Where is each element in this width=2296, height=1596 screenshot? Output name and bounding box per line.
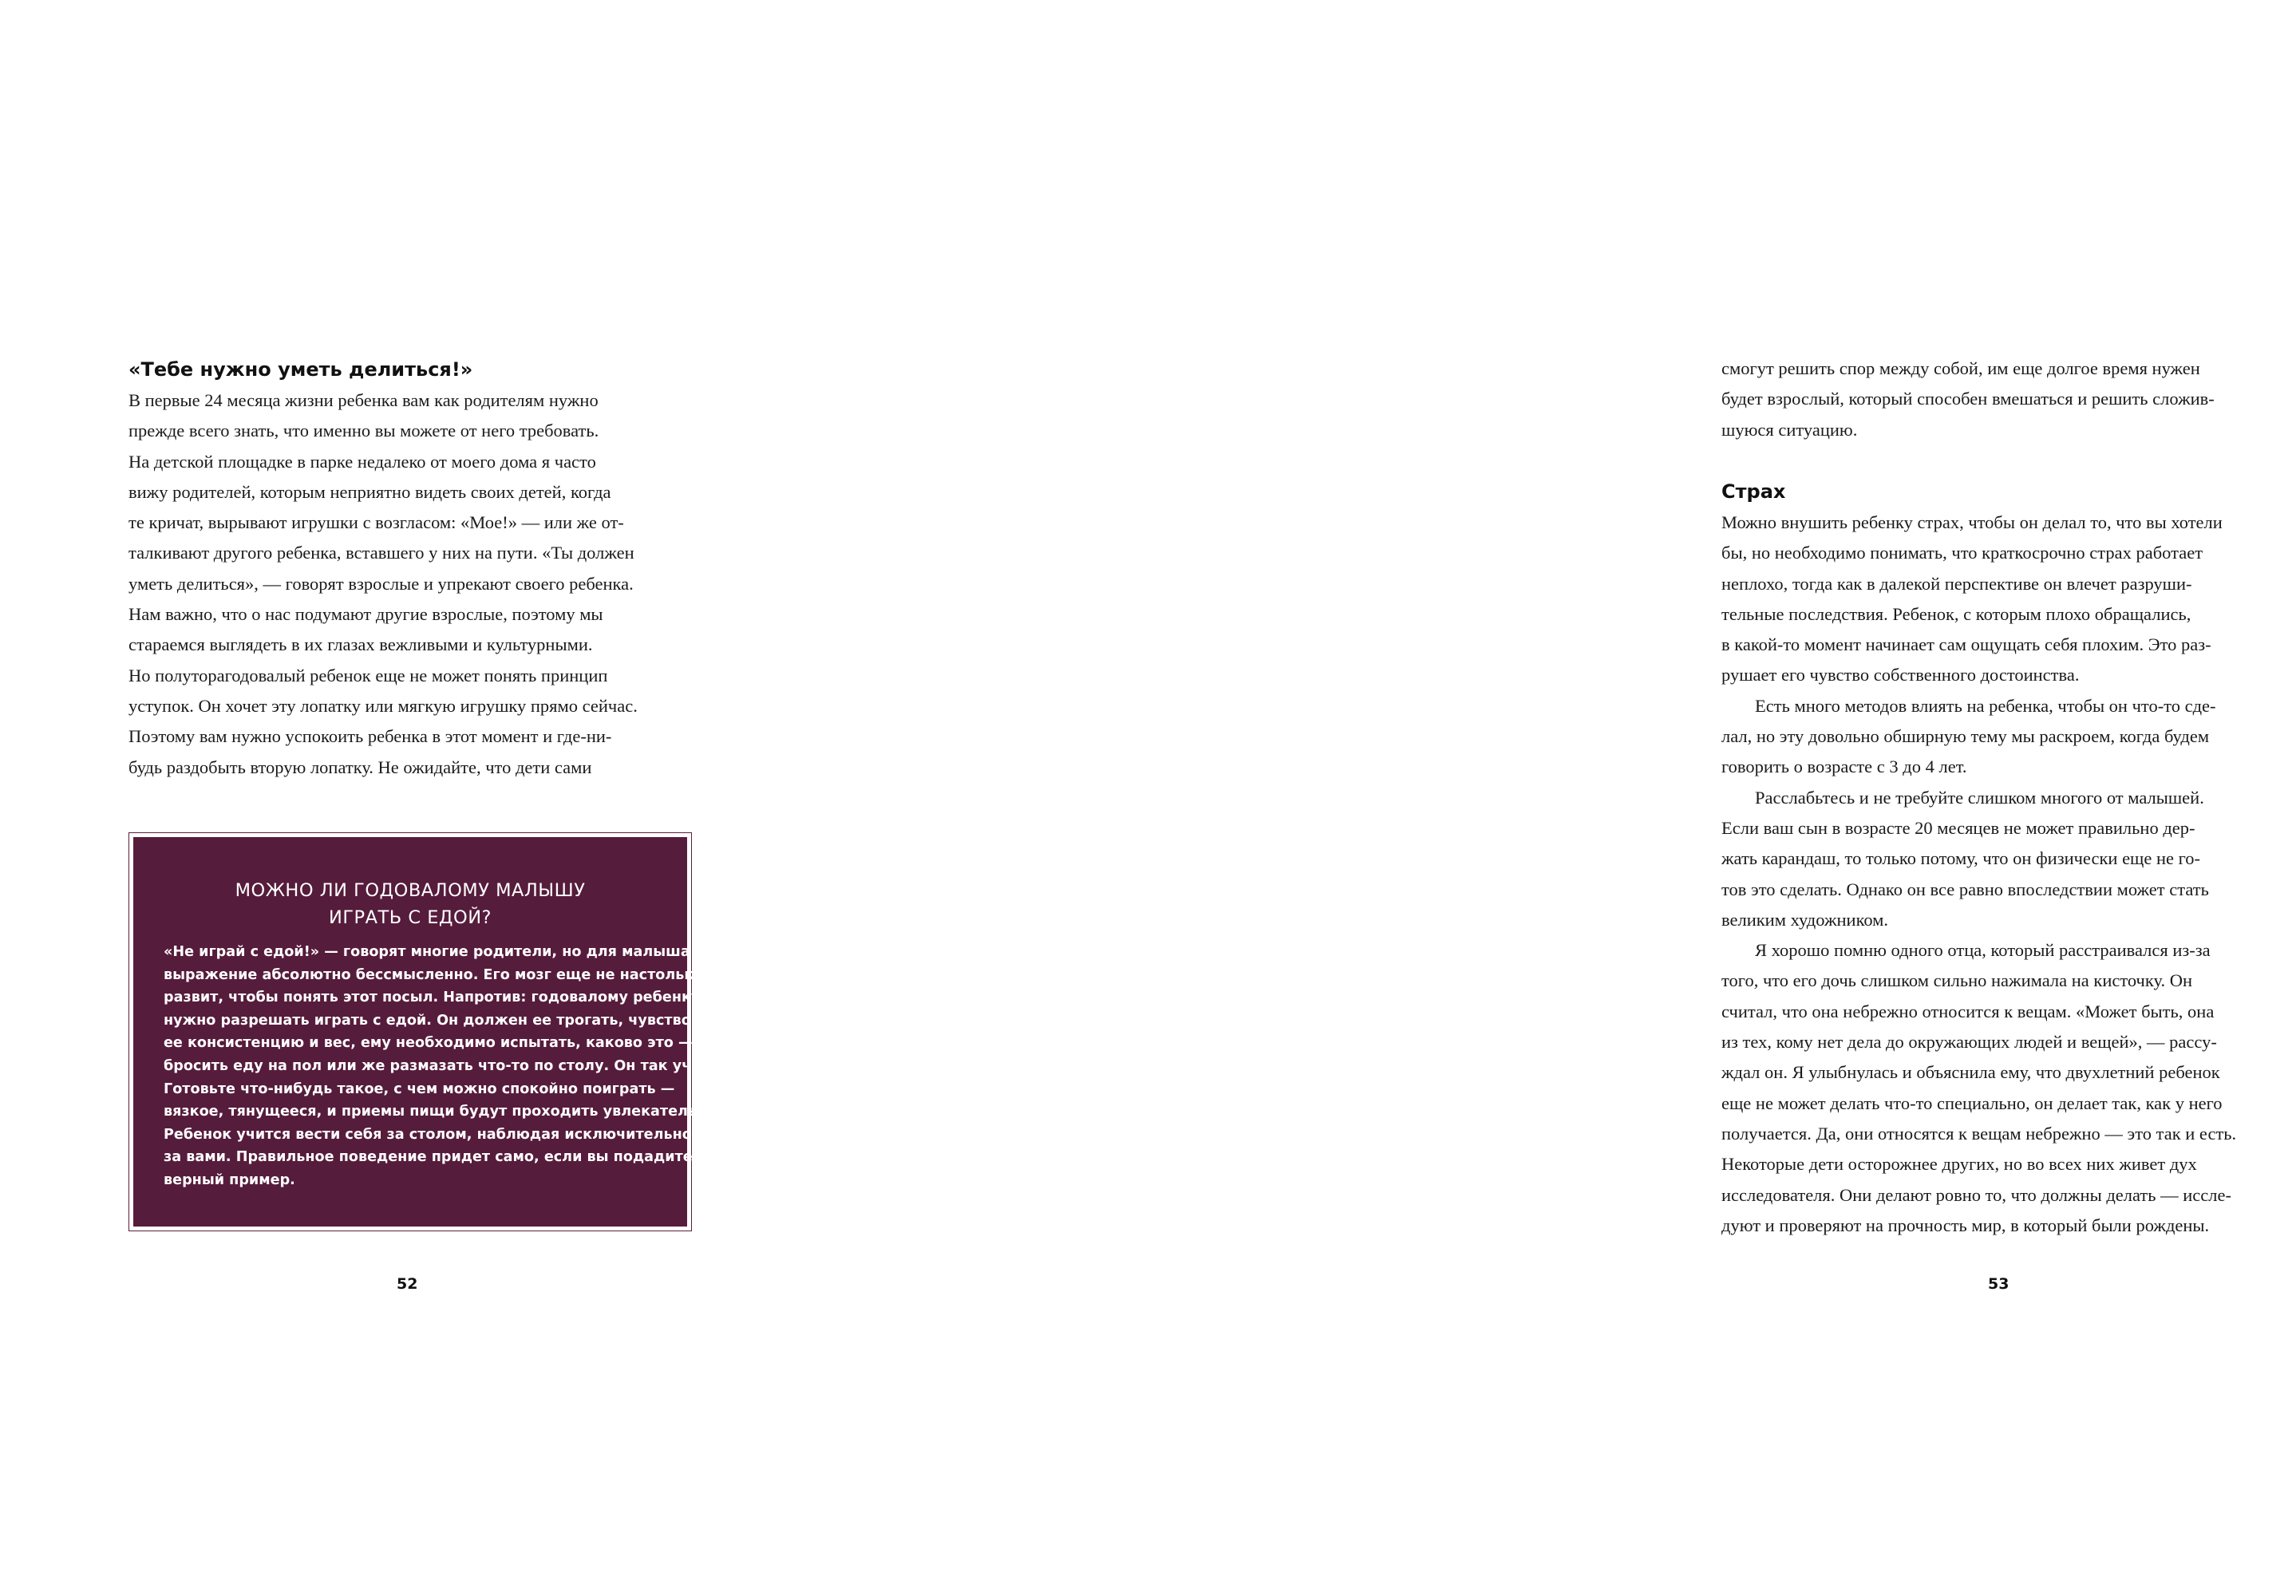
sidebar-text-line: развит, чтобы понять этот посыл. Напротив: годовалому ребенку — [164, 990, 701, 1006]
text-line: будет взрослый, который способен вмешаться и решить сложив- — [1721, 389, 2215, 409]
text-line: рушает его чувство собственного достоинства. — [1721, 665, 2080, 685]
sidebar-inner — [133, 837, 733, 1227]
text-line: прежде всего знать, что именно вы можете от него требовать. — [128, 421, 599, 441]
text-line: ждал он. Я улыбнулась и объяснила ему, что двухлетний ребенок — [1721, 1062, 2220, 1083]
page-number-left: 52 — [397, 1275, 418, 1293]
text-line: талкивают другого ребенка, вставшего у них на пути. «Ты должен — [128, 543, 634, 563]
sidebar-text-line: Готовьте что-нибудь такое, с чем можно спокойно поиграть — — [164, 1080, 675, 1097]
text-line: в какой-то момент начинает сам ощущать себя плохим. Это раз- — [1721, 634, 2211, 655]
sidebar-box — [128, 832, 733, 1231]
text-line: еще не может делать что-то специально, он делает так, как у него — [1721, 1092, 2223, 1113]
fear-section — [1721, 476, 2296, 1241]
section-heading-sharing: «Тебе нужно уметь делиться!» — [128, 358, 473, 381]
sidebar-text-line: нужно разрешать играть с едой. Он должен ее трогать, чувствовать — [164, 1012, 727, 1029]
text-line: считал, что она небрежно относится к вещам. «Может быть, она — [1721, 1001, 2215, 1021]
text-line: стараемся выглядеть в их глазах вежливыми и культурными. — [128, 634, 593, 655]
right-continuation-paragraph — [1721, 354, 2296, 445]
left-page — [0, 0, 798, 1596]
text-line: говорить о возрасте с 3 до 4 лет. — [1721, 757, 1967, 777]
text-line: неплохо, тогда как в далекой перспективе он влечет разруши- — [1721, 573, 2192, 594]
text-line: уступок. Он хочет эту лопатку или мягкую игрушку прямо сейчас. — [128, 695, 638, 716]
sidebar-text-line: за вами. Правильное поведение придет само, если вы подадите — [164, 1149, 693, 1166]
text-line: В первые 24 месяца жизни ребенка вам как родителям нужно — [128, 390, 599, 410]
text-line: Есть много методов влиять на ребенка, чтобы он что-то сде- — [1755, 695, 2216, 716]
sidebar-body — [164, 941, 733, 1192]
sidebar-text-line: верный пример. — [164, 1171, 295, 1188]
text-line: те кричат, вырывают игрушки с возгласом: «Мое!» — или же от- — [128, 512, 624, 533]
text-line: будь раздобыть вторую лопатку. Не ожидайте, что дети сами — [128, 757, 592, 777]
text-line: уметь делиться», — говорят взрослые и упрекают своего ребенка. — [128, 573, 634, 594]
sidebar-text-line: выражение абсолютно бессмысленно. Его мозг еще не настолько — [164, 966, 704, 983]
text-line: Можно внушить ребенку страх, чтобы он делал то, что вы хотели — [1721, 512, 2223, 532]
sidebar-text-line: «Не играй с едой!» — говорят многие родители, но для малыша это — [164, 944, 721, 960]
sidebar-title — [164, 877, 657, 931]
text-line: На детской площадке в парке недалеко от моего дома я часто — [128, 451, 596, 472]
sidebar-text-line: Ребенок учится вести себя за столом, наблюдая исключительно — [164, 1126, 692, 1143]
text-line: Если ваш сын в возрасте 20 месяцев не может правильно дер- — [1721, 817, 2195, 838]
text-line: исследователя. Они делают ровно то, что должны делать — иссле- — [1721, 1184, 2231, 1205]
text-line: тельные последствия. Ребенок, с которым плохо обращались, — [1721, 603, 2191, 624]
text-line: получается. Да, они относятся к вещам небрежно — это так и есть. — [1721, 1123, 2237, 1144]
text-line: смогут решить спор между собой, им еще долгое время нужен — [1721, 358, 2200, 378]
left-text-column — [128, 354, 687, 783]
sidebar-text-line: ее консистенцию и вес, ему необходимо испытать, каково это — — [164, 1035, 693, 1052]
text-line: Поэтому вам нужно успокоить ребенка в этот момент и где-ни- — [128, 726, 612, 747]
text-line: Но полуторагодовалый ребенок еще не может понять принцип — [128, 665, 608, 685]
sidebar-text-line: бросить еду на пол или же размазать что-то по столу. Он так учится. — [164, 1057, 733, 1074]
section-heading-fear: Страх — [1721, 480, 1786, 503]
text-line: жать карандаш, то только потому, что он физически еще не го- — [1721, 848, 2201, 869]
text-line: лал, но эту довольно обширную тему мы раскроем, когда будем — [1721, 726, 2210, 747]
text-line: из тех, кому нет дела до окружающих людей и вещей», — рассу- — [1721, 1032, 2217, 1053]
text-line: дуют и проверяют на прочность мир, в который были рождены. — [1721, 1215, 2210, 1235]
sidebar-title-line: МОЖНО ЛИ ГОДОВАЛОМУ МАЛЫШУ — [235, 880, 586, 901]
text-line: Нам важно, что о нас подумают другие взрослые, поэтому мы — [128, 604, 603, 625]
left-paragraph — [128, 385, 687, 783]
text-line: того, что его дочь слишком сильно нажимала на кисточку. Он — [1721, 970, 2193, 991]
text-line: Расслабьтесь и не требуйте слишком многого от малышей. — [1755, 787, 2204, 808]
text-line: тов это сделать. Однако он все равно впоследствии может стать — [1721, 879, 2209, 899]
text-line: великим художником. — [1721, 909, 1889, 930]
fear-paragraphs — [1721, 508, 2296, 1241]
right-page — [798, 0, 2237, 1596]
text-line: шуюся ситуацию. — [1721, 419, 1858, 440]
sidebar-text-line: вязкое, тянущееся, и приемы пищи будут проходить увлекательнее. — [164, 1104, 731, 1120]
text-line: Я хорошо помню одного отца, который расстраивался из-за — [1755, 940, 2211, 961]
text-line: Некоторые дети осторожнее других, но во всех них живет дух — [1721, 1154, 2197, 1175]
sidebar-title-line: ИГРАТЬ С ЕДОЙ? — [329, 907, 492, 928]
text-line: вижу родителей, которым неприятно видеть своих детей, когда — [128, 481, 611, 502]
text-line: бы, но необходимо понимать, что краткосрочно страх работает — [1721, 543, 2203, 563]
page-number-right: 53 — [1988, 1275, 2009, 1293]
